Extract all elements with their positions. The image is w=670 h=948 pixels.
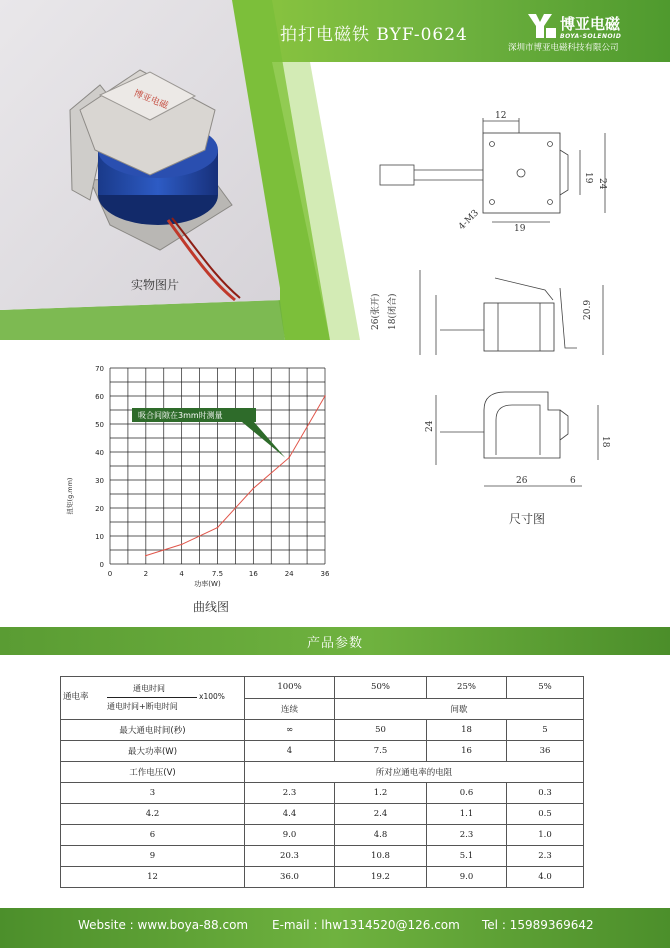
resistance-header: 所对应通电率的电阻	[245, 762, 584, 783]
y-tick-label: 50	[95, 421, 104, 429]
dim-top-24: 24	[597, 178, 607, 190]
footer-email[interactable]: E-mail : lhw1314520@126.com	[272, 918, 460, 932]
y-tick-label: 40	[95, 449, 104, 457]
voltage-cell: 3	[61, 783, 245, 804]
nameplate-text: 博亚电磁	[132, 88, 170, 112]
y-tick-label: 60	[95, 393, 104, 401]
y-axis-label: 扭矩(g.mm)	[66, 477, 74, 515]
y-tick-label: 70	[95, 365, 104, 373]
table-cell: 36	[507, 741, 584, 762]
table-cell: 9.0	[427, 867, 507, 888]
table-row	[61, 762, 584, 783]
voltage-cell: 12	[61, 867, 245, 888]
table-row	[61, 741, 584, 762]
photo-caption: 实物图片	[131, 278, 180, 292]
table-cell: 20.3	[245, 846, 335, 867]
footer-website[interactable]: Website : www.boya-88.com	[78, 918, 249, 932]
table-cell: 1.2	[335, 783, 427, 804]
front-view-drawing	[436, 392, 598, 486]
formula-factor: x100%	[199, 692, 225, 701]
table-cell: 5	[507, 720, 584, 741]
x-axis-label: 功率(W)	[194, 580, 221, 588]
params-banner	[0, 627, 670, 655]
table-cell: 0.3	[507, 783, 584, 804]
formula-denominator: 通电时间+断电时间	[107, 702, 178, 711]
table-cell: 19.2	[335, 867, 427, 888]
table-cell: 7.5	[335, 741, 427, 762]
table-cell: 10.8	[335, 846, 427, 867]
formula-numerator: 通电时间	[133, 684, 165, 693]
side-view-drawing	[420, 270, 603, 355]
table-row	[61, 720, 584, 741]
table-row	[61, 677, 584, 699]
top-view-drawing	[380, 118, 605, 222]
voltage-header: 工作电压(V)	[61, 762, 245, 783]
table-cell: 16	[427, 741, 507, 762]
chart-caption: 曲线图	[193, 600, 230, 614]
duty-cycle-cell: 50%	[335, 677, 427, 699]
table-cell: 4.0	[507, 867, 584, 888]
table-row	[61, 846, 584, 867]
mode-intermittent: 间歇	[335, 698, 584, 720]
table-cell: 2.4	[335, 804, 427, 825]
table-cell: 5.1	[427, 846, 507, 867]
data-point	[145, 555, 147, 557]
table-cell: 4.4	[245, 804, 335, 825]
data-point	[181, 544, 183, 546]
y-tick-label: 20	[95, 505, 104, 513]
mode-continuous: 连续	[245, 698, 335, 720]
x-tick-label: 24	[284, 570, 294, 578]
footer-tel: Tel : 15989369642	[482, 918, 594, 932]
dim-front-6: 6	[570, 476, 576, 486]
params-title: 产品参数	[306, 636, 363, 651]
spec-table	[60, 676, 584, 888]
x-tick-label: 7.5	[211, 570, 224, 578]
row-label: 最大通电时间(秒)	[61, 720, 245, 741]
fraction-line	[107, 697, 197, 698]
table-cell: 9.0	[245, 825, 335, 846]
row-label: 最大功率(W)	[61, 741, 245, 762]
y-tick-label: 30	[95, 477, 104, 485]
annotation-text: 吸合间隙在3mm时测量	[138, 411, 223, 420]
table-cell: ∞	[245, 720, 335, 741]
y-tick-label: 10	[95, 533, 104, 541]
dim-front-26: 26	[516, 476, 528, 486]
dim-side-26: 26(张开)	[371, 293, 381, 330]
x-tick-label: 2	[143, 570, 149, 578]
dim-top-19: 19	[514, 224, 526, 234]
x-tick-label: 16	[248, 570, 258, 578]
table-cell: 0.6	[427, 783, 507, 804]
table-cell: 4.8	[335, 825, 427, 846]
y-tick-label: 0	[99, 561, 104, 569]
voltage-cell: 9	[61, 846, 245, 867]
table-cell: 50	[335, 720, 427, 741]
table-cell: 4	[245, 741, 335, 762]
table-row	[61, 804, 584, 825]
formula-label: 通电率	[63, 692, 89, 702]
table-cell: 36.0	[245, 867, 335, 888]
page-footer	[0, 908, 670, 948]
logo-en: BOYA-SOLENOID	[560, 33, 622, 40]
company-name: 深圳市博亚电磁科技有限公司	[508, 43, 619, 53]
dim-front-24: 24	[425, 420, 435, 432]
table-cell: 1.0	[507, 825, 584, 846]
voltage-cell: 4.2	[61, 804, 245, 825]
x-tick-label: 4	[179, 570, 184, 578]
dim-top-12: 12	[495, 111, 507, 121]
dim-side-18: 18(闭合)	[388, 293, 398, 330]
table-cell: 1.1	[427, 804, 507, 825]
voltage-cell: 6	[61, 825, 245, 846]
table-cell: 0.5	[507, 804, 584, 825]
table-row	[61, 867, 584, 888]
table-row	[61, 783, 584, 804]
duty-formula-cell	[61, 677, 245, 720]
table-cell: 2.3	[507, 846, 584, 867]
drawings-caption: 尺寸图	[509, 512, 546, 526]
table-cell: 18	[427, 720, 507, 741]
x-tick-label: 36	[320, 570, 330, 578]
duty-cycle-cell: 100%	[245, 677, 335, 699]
dim-front-18: 18	[600, 436, 610, 448]
duty-cycle-cell: 5%	[507, 677, 584, 699]
dim-top-19b: 19	[583, 172, 593, 184]
page-title: 拍打电磁铁 BYF-0624	[280, 25, 468, 45]
table-row	[61, 825, 584, 846]
duty-cycle-cell: 25%	[427, 677, 507, 699]
dim-top-4m3: 4-M3	[457, 208, 481, 233]
table-cell: 2.3	[427, 825, 507, 846]
table-cell: 2.3	[245, 783, 335, 804]
data-point	[217, 527, 219, 529]
dim-side-20-9: 20.9	[583, 299, 593, 320]
x-tick-label: 0	[107, 570, 113, 578]
logo-cn: 博亚电磁	[560, 15, 621, 33]
